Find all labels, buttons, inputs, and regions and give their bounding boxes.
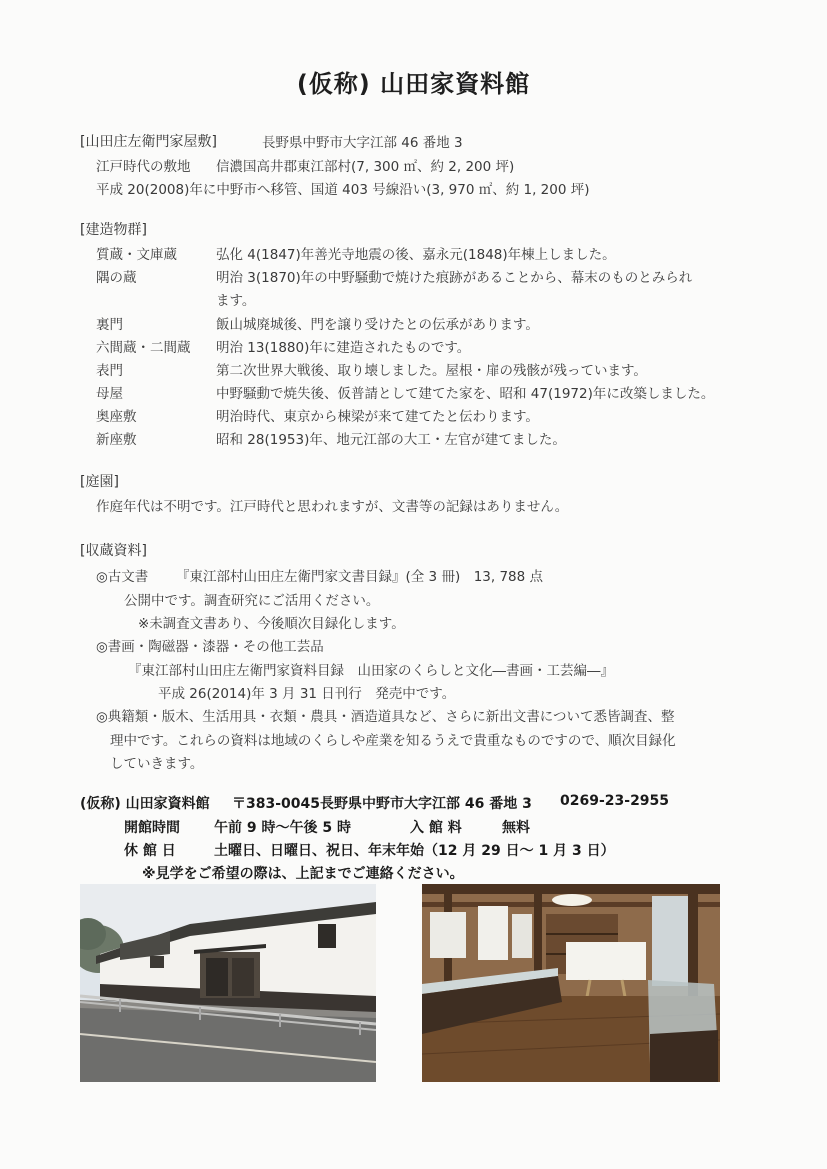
page-title: (仮称) 山田家資料館 <box>296 70 531 98</box>
building-desc: 明治 3(1870)年の中野騒動で焼けた痕跡があることから、幕末のものとみられ <box>216 270 693 286</box>
building-name: 母屋 <box>96 386 123 402</box>
building-desc: 飯山城廃城後、門を譲り受けたとの伝承があります。 <box>216 317 539 333</box>
building-name: 奥座敷 <box>96 409 137 425</box>
building-name: 新座敷 <box>96 432 137 448</box>
visit-note: ※見学をご希望の際は、上記までご連絡ください。 <box>142 866 464 882</box>
collection-arts-label: ◎書画・陶磁器・漆器・その他工芸品 <box>96 639 324 655</box>
yashiki-edo-value: 信濃国高井郡東江部村(7, 300 ㎡、約 2, 200 坪) <box>216 159 515 175</box>
collection-docs-label: ◎古文書 <box>96 569 149 585</box>
building-desc: 明治時代、東京から棟梁が来て建てたと伝わります。 <box>216 409 539 425</box>
fee-label: 入 館 料 <box>410 820 462 836</box>
fee-value: 無料 <box>502 820 530 836</box>
building-desc: 明治 13(1880)年に建造されたものです。 <box>216 340 471 356</box>
building-desc: 弘化 4(1847)年善光寺地震の後、嘉永元(1848)年棟上しました。 <box>216 247 616 263</box>
contact-postal: 〒383-0045 <box>232 796 320 812</box>
section-heading-yashiki: [山田庄左衛門家屋敷] <box>80 134 217 150</box>
building-name: 裏門 <box>96 317 123 333</box>
building-desc: 昭和 28(1953)年、地元江部の大工・左官が建てました。 <box>216 432 566 448</box>
collection-docs-public: 公開中です。調査研究にご活用ください。 <box>124 593 380 609</box>
collection-misc-line: していきます。 <box>110 756 204 772</box>
exterior-photo <box>80 884 376 1082</box>
building-name: 表門 <box>96 363 123 379</box>
closed-value: 土曜日、日曜日、祝日、年末年始（12 月 29 日～ 1 月 3 日） <box>214 843 615 859</box>
interior-photo <box>422 884 720 1082</box>
yashiki-address: 長野県中野市大字江部 46 番地 3 <box>262 135 463 151</box>
section-heading-garden: [庭園] <box>80 474 119 490</box>
building-name: 六間蔵・二間蔵 <box>96 340 191 356</box>
building-desc: 第二次世界大戦後、取り壊しました。屋根・扉の残骸が残っています。 <box>216 363 647 379</box>
contact-phone: 0269-23-2955 <box>560 793 670 809</box>
yashiki-heisei: 平成 20(2008)年に中野市へ移管、国道 403 号線沿い(3, 970 ㎡、約 1, 200 坪) <box>96 182 590 198</box>
collection-docs-title: 『東江部村山田庄左衛門家文書目録』(全 3 冊) 13, 788 点 <box>176 569 544 585</box>
hours-label: 開館時間 <box>124 820 180 836</box>
building-name: 隅の蔵 <box>96 270 137 286</box>
yashiki-edo-label: 江戸時代の敷地 <box>96 159 191 175</box>
closed-label: 休 館 日 <box>124 843 176 859</box>
building-desc: 中野騒動で焼失後、仮普請として建てた家を、昭和 47(1972)年に改築しました。 <box>216 386 715 402</box>
contact-address: 長野県中野市大字江部 46 番地 3 <box>320 796 532 812</box>
section-heading-collection: [収蔵資料] <box>80 543 147 559</box>
garden-text: 作庭年代は不明です。江戸時代と思われますが、文書等の記録はありません。 <box>96 499 569 515</box>
collection-misc-line: 理中です。これらの資料は地域のくらしや産業を知るうえで貴重なものですので、順次目録化 <box>110 733 676 749</box>
contact-name: (仮称) 山田家資料館 <box>80 796 210 812</box>
collection-docs-note: ※未調査文書あり、今後順次目録化します。 <box>138 616 405 632</box>
collection-arts-title: 『東江部村山田庄左衛門家資料目録 山田家のくらしと文化―書画・工芸編―』 <box>128 663 614 679</box>
building-name: 質蔵・文庫蔵 <box>96 247 177 263</box>
collection-misc-line: ◎典籍類・版木、生活用具・衣類・農具・酒造道具など、さらに新出文書について悉皆調査、整 <box>96 709 675 725</box>
hours-value: 午前 9 時～午後 5 時 <box>214 820 351 836</box>
section-heading-buildings: [建造物群] <box>80 222 147 238</box>
building-desc-cont: ます。 <box>216 293 256 309</box>
collection-arts-pub: 平成 26(2014)年 3 月 31 日刊行 発売中です。 <box>158 686 456 702</box>
